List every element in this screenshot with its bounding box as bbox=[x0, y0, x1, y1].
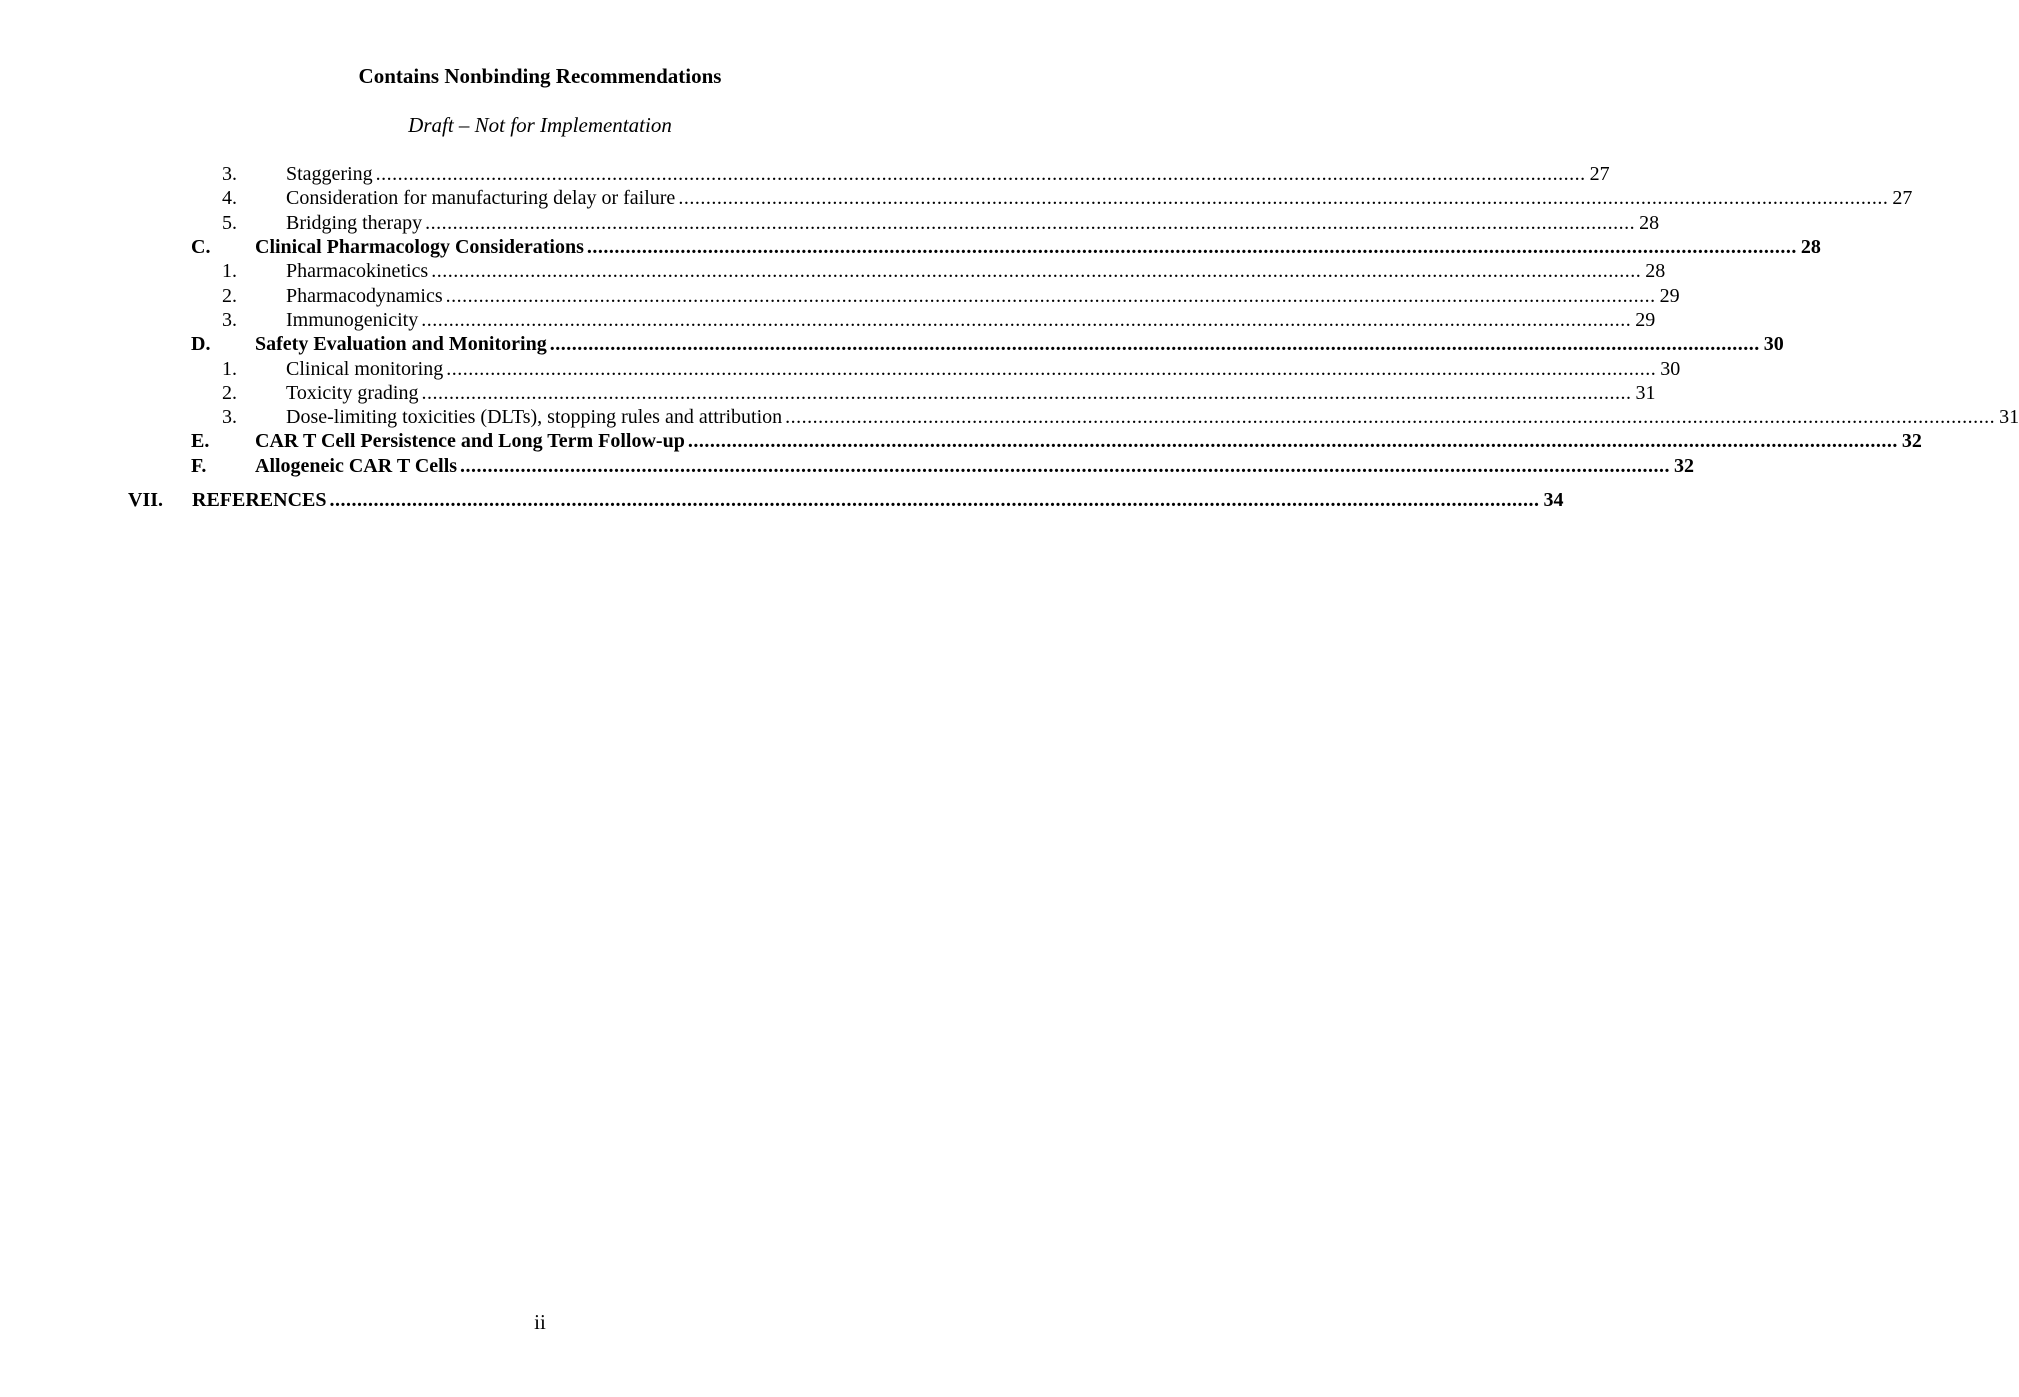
toc-entry[interactable] bbox=[0, 186, 1913, 210]
toc-entry-number: VII. bbox=[128, 489, 164, 511]
toc-entry-line bbox=[286, 357, 1681, 381]
toc-entry[interactable] bbox=[0, 381, 1656, 405]
toc-dot-leader: ............................................................................................................................................................................................................................ bbox=[460, 455, 1671, 477]
toc-entry[interactable] bbox=[0, 162, 1610, 186]
toc-entry-page: 30 bbox=[1763, 333, 1784, 355]
toc-entry-title: Pharmacodynamics bbox=[286, 285, 443, 307]
toc-entry[interactable] bbox=[0, 308, 1656, 332]
toc-entry-number: 2. bbox=[222, 382, 237, 404]
toc-entry-line bbox=[286, 186, 1913, 210]
toc-dot-leader: ............................................................................................................................................................................................................................ bbox=[421, 309, 1632, 331]
draft-notice: Draft – Not for Implementation bbox=[408, 113, 672, 137]
toc-entry-line bbox=[255, 235, 1821, 259]
toc-dot-leader: ............................................................................................................................................................................................................................ bbox=[421, 382, 1632, 404]
toc-entry-number: 5. bbox=[222, 212, 237, 234]
toc-entry-page: 27 bbox=[1589, 163, 1610, 185]
toc-entry-line bbox=[255, 429, 1922, 453]
toc-entry-title: Staggering bbox=[286, 163, 373, 185]
toc-entry-title: CAR T Cell Persistence and Long Term Follow-up bbox=[255, 430, 685, 452]
toc-dot-leader: ............................................................................................................................................................................................................................ bbox=[678, 187, 1889, 209]
toc-dot-leader: ............................................................................................................................................................................................................................ bbox=[446, 358, 1657, 380]
toc-entry-line bbox=[286, 259, 1666, 283]
toc-entry-line bbox=[255, 454, 1695, 478]
toc-entry-page: 32 bbox=[1674, 455, 1695, 477]
toc-entry[interactable] bbox=[0, 357, 1681, 381]
toc-entry-page: 29 bbox=[1659, 285, 1680, 307]
toc-entry-page: 28 bbox=[1800, 236, 1821, 258]
toc-entry[interactable] bbox=[0, 284, 1680, 308]
toc-entry-number: 2. bbox=[222, 285, 237, 307]
toc-entry-number: 3. bbox=[222, 406, 237, 428]
toc-entry-title: Clinical monitoring bbox=[286, 358, 444, 380]
toc-dot-leader: ............................................................................................................................................................................................................................ bbox=[431, 260, 1642, 282]
toc-entry-title: Clinical Pharmacology Considerations bbox=[255, 236, 584, 258]
toc-entry-page: 30 bbox=[1660, 358, 1681, 380]
toc-entry-line bbox=[286, 284, 1680, 308]
toc-entry-page: 28 bbox=[1645, 260, 1666, 282]
toc-entry[interactable] bbox=[0, 405, 2019, 429]
toc-entry-line bbox=[286, 308, 1656, 332]
toc-entry-title: Safety Evaluation and Monitoring bbox=[255, 333, 547, 355]
toc-entry[interactable] bbox=[0, 332, 1784, 356]
toc-entry[interactable] bbox=[0, 235, 1821, 259]
toc-entry-line bbox=[286, 211, 1660, 235]
toc-entry-number: 1. bbox=[222, 358, 237, 380]
toc-entry-number: 3. bbox=[222, 163, 237, 185]
toc-entry[interactable] bbox=[0, 488, 1564, 512]
toc-dot-leader: ............................................................................................................................................................................................................................ bbox=[785, 406, 1996, 428]
toc-entry[interactable] bbox=[0, 211, 1660, 235]
toc-dot-leader: ............................................................................................................................................................................................................................ bbox=[375, 163, 1586, 185]
toc-entry-title: Dose-limiting toxicities (DLTs), stopping rules and attribution bbox=[286, 406, 783, 428]
page-header: Contains Nonbinding Recommendations bbox=[358, 64, 722, 88]
toc-entry-title: Pharmacokinetics bbox=[286, 260, 429, 282]
toc-entry[interactable] bbox=[0, 454, 1695, 478]
page-number: ii bbox=[534, 1310, 546, 1334]
toc-entry-page: 27 bbox=[1892, 187, 1913, 209]
toc-entry-title: Toxicity grading bbox=[286, 382, 419, 404]
toc-entry-number: C. bbox=[191, 236, 211, 258]
toc-entry-page: 31 bbox=[1999, 406, 2019, 428]
toc-entry-title: Bridging therapy bbox=[286, 212, 423, 234]
toc-entry-line bbox=[255, 332, 1784, 356]
toc-entry-title: Allogeneic CAR T Cells bbox=[255, 455, 458, 477]
toc-entry[interactable] bbox=[0, 429, 1922, 453]
toc-entry-number: E. bbox=[191, 430, 210, 452]
toc-entry-number: F. bbox=[191, 455, 207, 477]
toc-entry-line bbox=[286, 162, 1610, 186]
toc-entry[interactable] bbox=[0, 259, 1666, 283]
toc-dot-leader: ............................................................................................................................................................................................................................ bbox=[445, 285, 1656, 307]
toc-entry-number: D. bbox=[191, 333, 211, 355]
toc-entry-page: 32 bbox=[1901, 430, 1922, 452]
toc-entry-page: 29 bbox=[1635, 309, 1656, 331]
toc-entry-title: Immunogenicity bbox=[286, 309, 419, 331]
toc-entry-number: 4. bbox=[222, 187, 237, 209]
toc-dot-leader: ............................................................................................................................................................................................................................ bbox=[329, 489, 1540, 511]
toc-entry-line bbox=[192, 488, 1564, 512]
toc-entry-line bbox=[286, 381, 1656, 405]
toc-entry-line bbox=[286, 405, 2019, 429]
toc-entry-number: 3. bbox=[222, 309, 237, 331]
toc-dot-leader: ............................................................................................................................................................................................................................ bbox=[586, 236, 1797, 258]
toc-entry-title: REFERENCES bbox=[192, 489, 327, 511]
toc-entry-number: 1. bbox=[222, 260, 237, 282]
toc-entry-title: Consideration for manufacturing delay or failure bbox=[286, 187, 676, 209]
toc-dot-leader: ............................................................................................................................................................................................................................ bbox=[549, 333, 1760, 355]
toc-dot-leader: ............................................................................................................................................................................................................................ bbox=[687, 430, 1898, 452]
toc-entry-page: 31 bbox=[1635, 382, 1656, 404]
toc-entry-page: 28 bbox=[1639, 212, 1660, 234]
toc-dot-leader: ............................................................................................................................................................................................................................ bbox=[425, 212, 1636, 234]
toc-entry-page: 34 bbox=[1543, 489, 1564, 511]
